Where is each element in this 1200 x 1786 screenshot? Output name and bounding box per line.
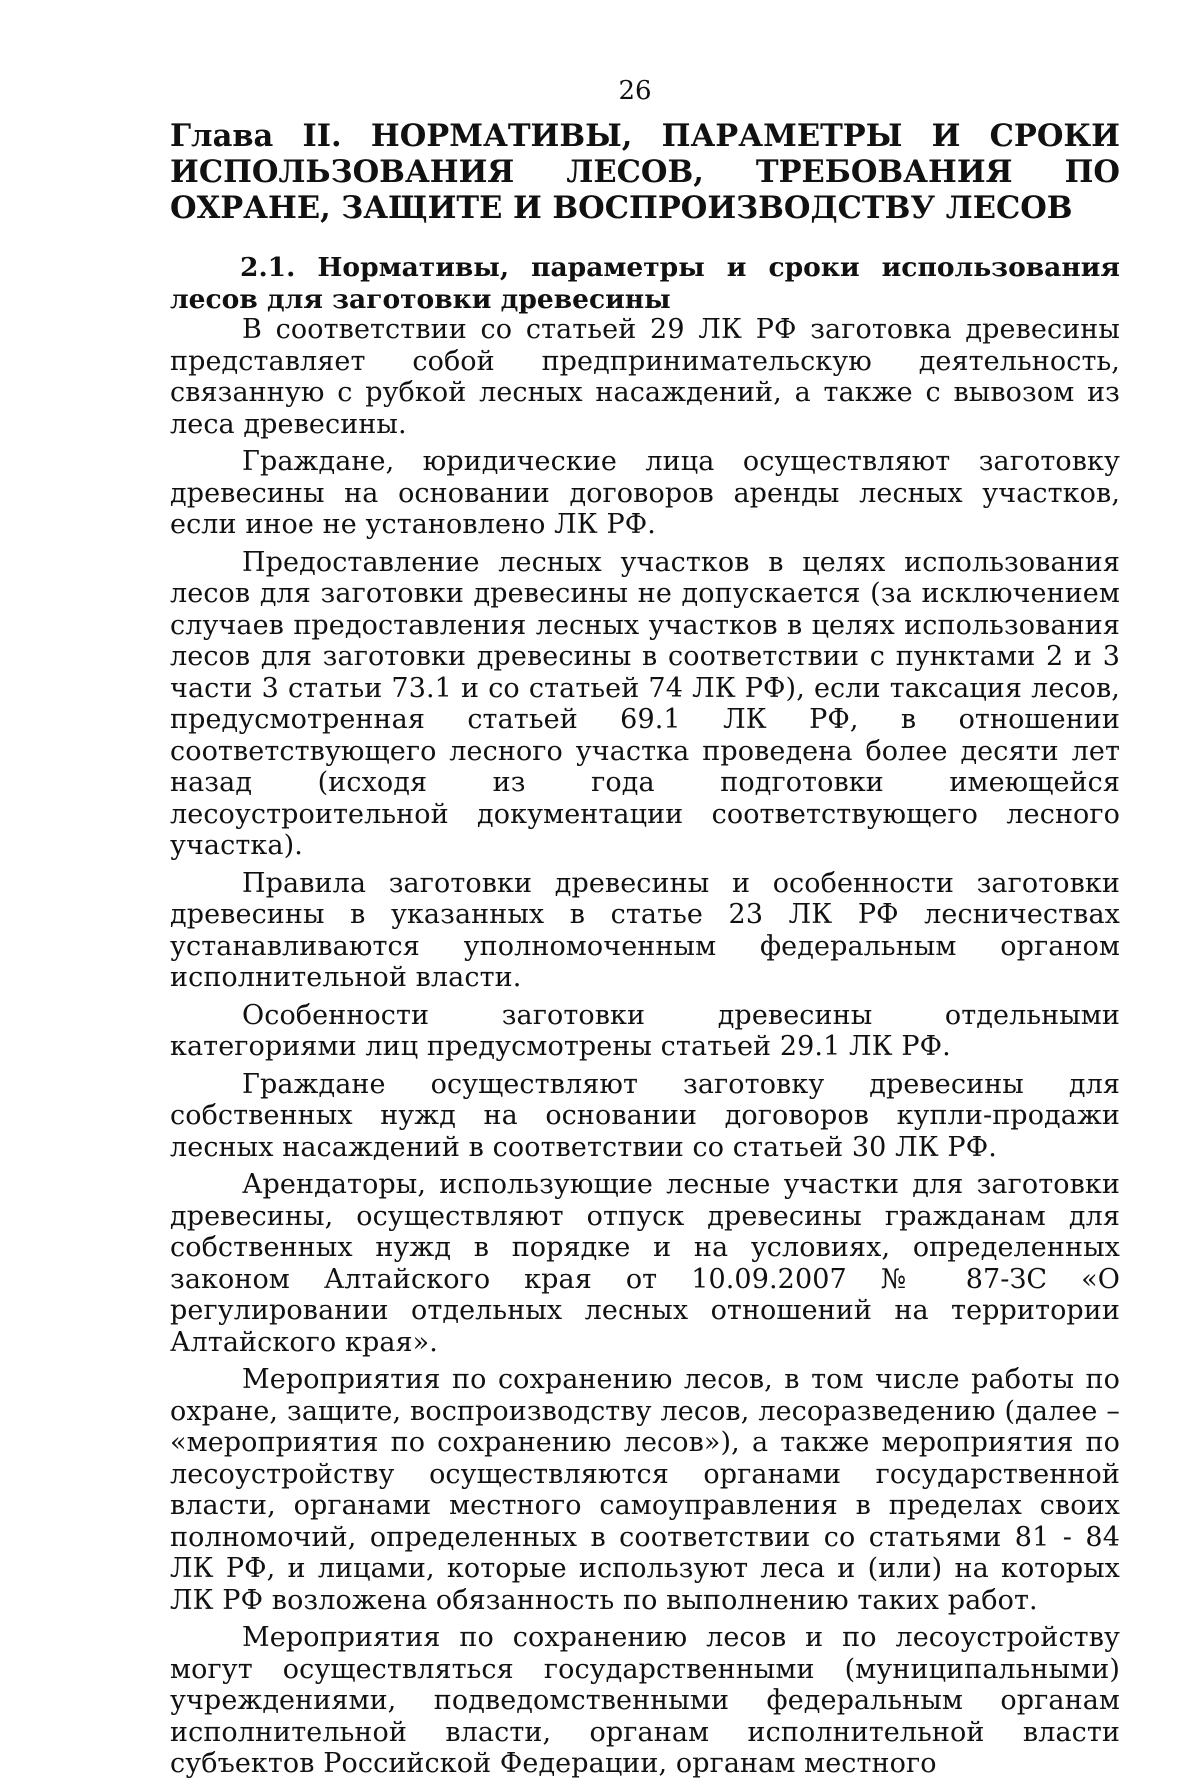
paragraph: Мероприятия по сохранению лесов и по лесоустройству могут осуществляться государственными (муниципальными) учреждениями, подведомственными федеральным органам исполнительной власти, органам исполнительной власти субъектов Российской Федерации, органам местного [170,1622,1120,1779]
paragraph: Мероприятия по сохранению лесов, в том числе работы по охране, защите, воспроизводству лесов, лесоразведению (далее – «мероприятия по сохранению лесов»), а также мероприятия по лесоустройству осуществляются органами государственной власти, органами местного самоуправления в пределах своих полномочий, определенных в соответствии со статьями 81 - 84 ЛК РФ, и лицами, которые используют леса и (или) на которых ЛК РФ возложена обязанность по выполнению таких работ. [170,1364,1120,1616]
paragraph: В соответствии со статьей 29 ЛК РФ заготовка древесины представляет собой предпринимательскую деятельность, связанную с рубкой лесных насаждений, а также с вывозом из леса древесины. [170,314,1120,440]
chapter-title: Глава II. НОРМАТИВЫ, ПАРАМЕТРЫ И СРОКИ ИСПОЛЬЗОВАНИЯ ЛЕСОВ, ТРЕБОВАНИЯ ПО ОХРАНЕ, ЗАЩИТЕ И ВОСПРОИЗВОДСТВУ ЛЕСОВ [170,118,1120,226]
paragraph: Граждане, юридические лица осуществляют заготовку древесины на основании договоров аренды лесных участков, если иное не установлено ЛК РФ. [170,446,1120,540]
section-title [170,252,1120,316]
body-text [170,314,1120,1786]
section-title-text: Нормативы, параметры и сроки использования лесов для заготовки древесины [170,252,1120,315]
paragraph: Правила заготовки древесины и особенности заготовки древесины в указанных в статье 23 ЛК РФ лесничествах устанавливаются уполномоченным федеральным органом исполнительной власти. [170,867,1120,993]
page-number: 26 [618,76,652,106]
paragraph: Особенности заготовки древесины отдельными категориями лиц предусмотрены статьей 29.1 ЛК РФ. [170,999,1120,1062]
paragraph: Предоставление лесных участков в целях использования лесов для заготовки древесины не допускается (за исключением случаев предоставления лесных участков в целях использования лесов для заготовки древесины в соответствии с пунктами 2 и 3 части 3 статьи 73.1 и со статьей 74 ЛК РФ), если таксация лесов, предусмотренная статьей 69.1 ЛК РФ, в отношении соответствующего лесного участка проведена более десяти лет назад (исходя из года подготовки имеющейся лесоустроительной документации соответствующего лесного участка). [170,546,1120,861]
paragraph: Граждане осуществляют заготовку древесины для собственных нужд на основании договоров купли-продажи лесных насаждений в соответствии со статьей 30 ЛК РФ. [170,1068,1120,1163]
paragraph: Арендаторы, использующие лесные участки для заготовки древесины, осуществляют отпуск древесины гражданам для собственных нужд в порядке и на условиях, определенных законом Алтайского края от 10.09.2007 № 87-ЗС «О регулировании отдельных лесных отношений на территории Алтайского края». [170,1169,1120,1358]
section-number: 2.1. [240,252,296,283]
